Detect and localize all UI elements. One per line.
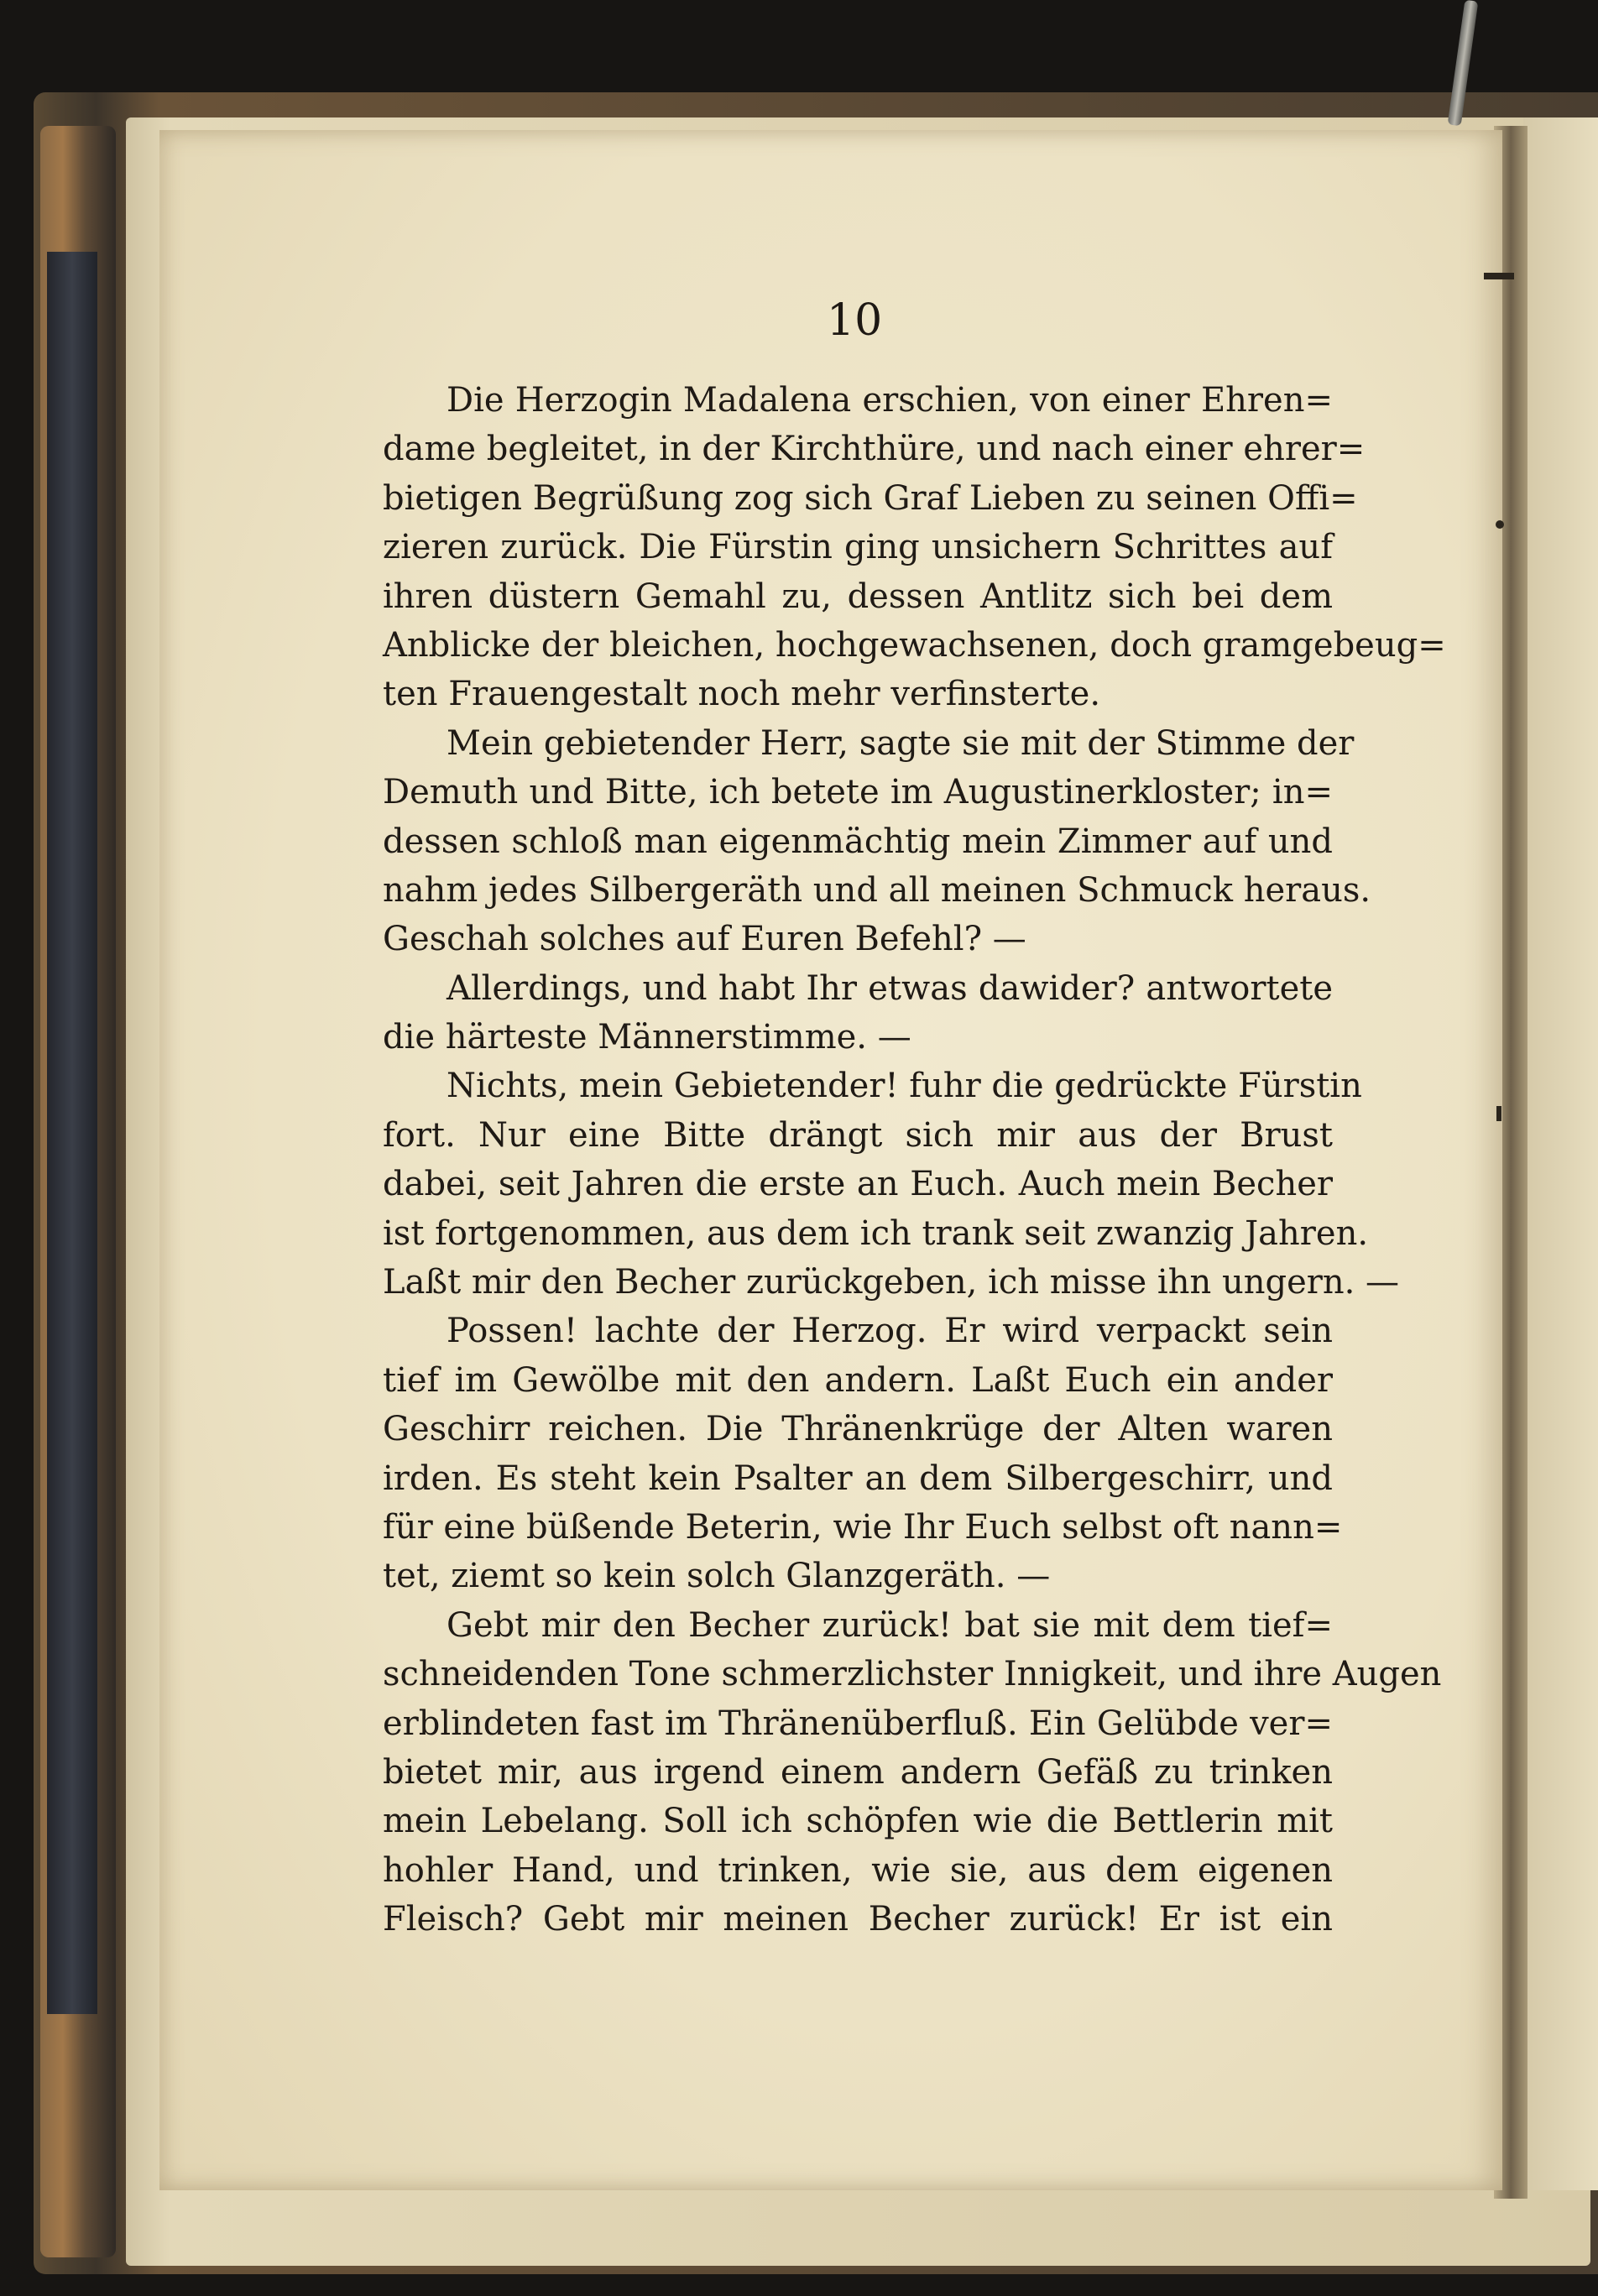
text-line: nahm jedes Silbergeräth und all meinen Schmuck heraus. — [383, 870, 1371, 910]
text-line: Geschirr reichen. Die Thränenkrüge der Alten waren — [383, 1410, 1333, 1449]
text-line: Mein gebietender Herr, sagte sie mit der Stimme der — [446, 723, 1355, 763]
text-line: Anblicke der bleichen, hochgewachsenen, doch gramgebeug= — [383, 625, 1446, 665]
text-line: bietigen Begrüßung zog sich Graf Lieben zu seinen Offi= — [383, 478, 1358, 518]
text-line: Fleisch? Gebt mir meinen Becher zurück! Er ist ein — [383, 1900, 1333, 1939]
facing-page-edge — [1523, 117, 1598, 2190]
text-line: schneidenden Tone schmerzlichster Innigkeit, und ihre Augen — [383, 1655, 1442, 1694]
text-line: tief im Gewölbe mit den andern. Laßt Euch ein ander — [383, 1360, 1333, 1400]
text-line: für eine büßende Beterin, wie Ihr Euch selbst oft nann= — [383, 1507, 1343, 1547]
text-line: ihren düstern Gemahl zu, dessen Antlitz sich bei dem — [383, 577, 1333, 616]
text-line: dabei, seit Jahren die erste an Euch. Auch mein Becher — [383, 1165, 1333, 1204]
text-line: Possen! lachte der Herzog. Er wird verpackt sein — [446, 1312, 1333, 1351]
text-line: zieren zurück. Die Fürstin ging unsichern Schrittes auf — [383, 528, 1333, 567]
text-line: die härteste Männerstimme. — — [383, 1018, 911, 1057]
ink-mark — [1484, 273, 1514, 279]
text-line: Allerdings, und habt Ihr etwas dawider? antwortete — [446, 968, 1333, 1008]
text-line: Nichts, mein Gebietender! fuhr die gedrückte Fürstin — [446, 1067, 1362, 1106]
text-line: ten Frauengestalt noch mehr verfinsterte. — [383, 675, 1101, 714]
text-line: Geschah solches auf Euren Befehl? — — [383, 920, 1026, 959]
text-line: Die Herzogin Madalena erschien, von einer Ehren= — [446, 381, 1333, 420]
text-line: dame begleitet, in der Kirchthüre, und nach einer ehrer= — [383, 430, 1366, 469]
ink-mark — [1496, 1106, 1501, 1121]
text-line: Gebt mir den Becher zurück! bat sie mit dem tief= — [446, 1605, 1333, 1645]
text-line: Laßt mir den Becher zurückgeben, ich misse ihn ungern. — — [383, 1263, 1400, 1302]
text-line: dessen schloß man eigenmächtig mein Zimmer auf und — [383, 822, 1333, 861]
text-line: tet, ziemt so kein solch Glanzgeräth. — — [383, 1557, 1051, 1596]
page-number: 10 — [827, 295, 883, 346]
text-line: mein Lebelang. Soll ich schöpfen wie die Bettlerin mit — [383, 1802, 1333, 1841]
text-line: irden. Es steht kein Psalter an dem Silbergeschirr, und — [383, 1458, 1333, 1498]
text-line: bietet mir, aus irgend einem andern Gefäß zu trinken — [383, 1752, 1333, 1792]
spine-strip — [47, 252, 97, 2014]
text-line: fort. Nur eine Bitte drängt sich mir aus der Brust — [383, 1115, 1333, 1155]
ink-mark — [1496, 520, 1504, 529]
page-text — [383, 376, 1446, 1944]
text-line: erblindeten fast im Thränenüberfluß. Ein Gelübde ver= — [383, 1704, 1333, 1743]
text-line: hohler Hand, und trinken, wie sie, aus dem eigenen — [383, 1850, 1333, 1890]
text-line: ist fortgenommen, aus dem ich trank seit zwanzig Jahren. — [383, 1213, 1369, 1253]
text-line: Demuth und Bitte, ich betete im Augustinerkloster; in= — [383, 773, 1333, 812]
